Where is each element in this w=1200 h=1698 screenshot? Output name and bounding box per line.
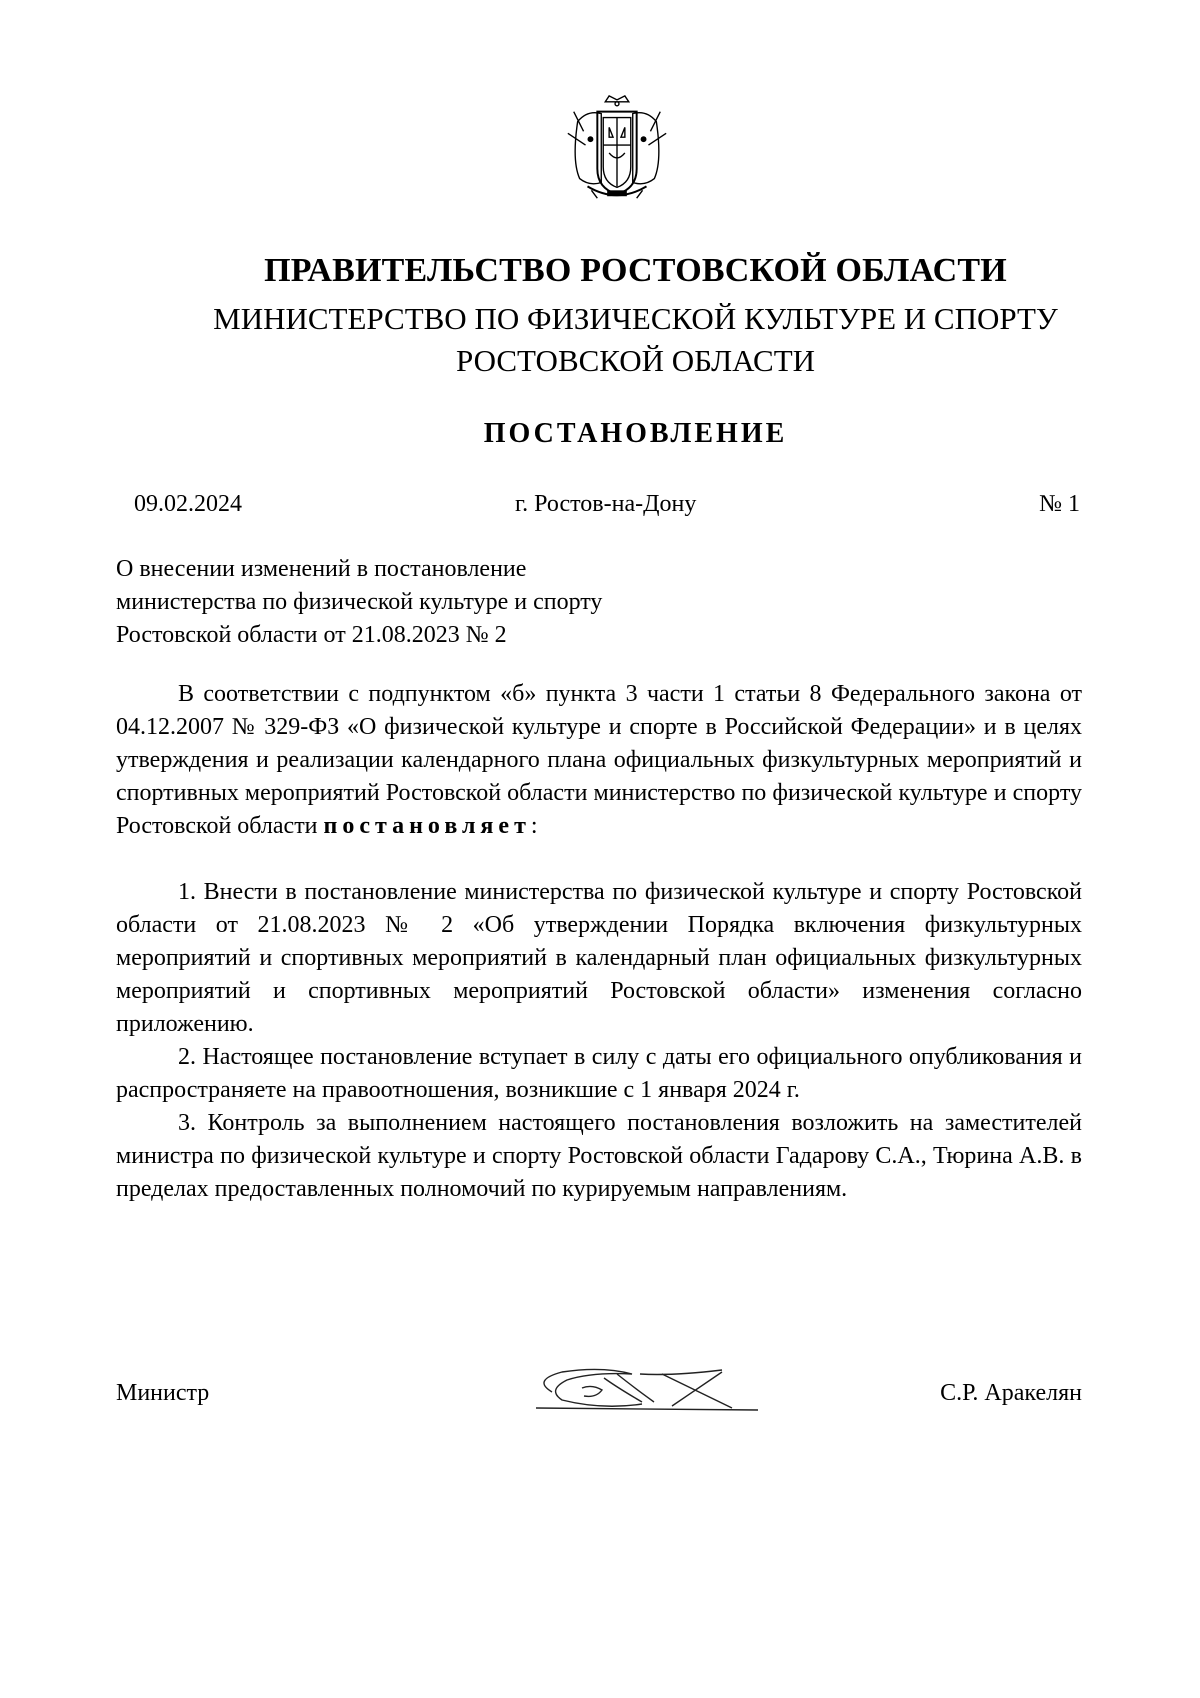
document-city: г. Ростов-на-Дону [515, 491, 697, 517]
subject-line: министерства по физической культуре и спорту [116, 589, 603, 615]
decree-item-1: 1. Внести в постановление министерства по физической культуре и спорту Ростовской области от 21.08.2023 № 2 «Об утверждении Порядка включения физкультурных мероприятий и спортивных мероприятий в календарный план официальных физкультурных мероприятий и спортивных мероприятий Ростовской области» изменения согласно приложению. [116, 879, 1082, 1037]
document-number: № 1 [1039, 491, 1080, 517]
document-date: 09.02.2024 [134, 491, 242, 517]
decree-item-3: 3. Контроль за выполнением настоящего постановления возложить на заместителей министра по физической культуре и спорту Ростовской области Гадарову С.А., Тюрина А.В. в пределах предоставленных полномочий по курируемым направлениям. [116, 1110, 1082, 1202]
handwritten-signature [522, 1358, 772, 1418]
preamble-text: В соответствии с подпунктом «б» пункта 3 части 1 статьи 8 Федерального закона от 04.12.2007 № 329-ФЗ «О физической культуре и спорте в Российской Федерации» и в целях утверждения и реализации календарного плана официальных физкультурных мероприятий и спортивных мероприятий Ростовской области министерство по физической культуре и спорту Ростовской области [116, 681, 1082, 839]
subject-line: О внесении изменений в постановление [116, 556, 527, 582]
signatory-position: Министр [116, 1380, 210, 1406]
government-title: ПРАВИТЕЛЬСТВО РОСТОВСКОЙ ОБЛАСТИ [264, 252, 1007, 289]
coat-of-arms-emblem [558, 92, 676, 210]
signature-block [116, 1370, 1082, 1420]
document-subject [116, 553, 816, 652]
signatory-name: С.Р. Аракелян [940, 1380, 1082, 1406]
ministry-name [0, 298, 1200, 382]
document-body [116, 678, 1082, 1206]
decree-item-2: 2. Настоящее постановление вступает в силу с даты его официального опубликования и распространяете на правоотношения, возникшие с 1 января 2024 г. [116, 1044, 1082, 1103]
preamble-paragraph [116, 678, 1082, 843]
decree-suffix: : [530, 813, 538, 839]
ministry-name-line-2: РОСТОВСКОЙ ОБЛАСТИ [455, 343, 816, 378]
document-type: ПОСТАНОВЛЕНИЕ [483, 418, 788, 449]
ministry-name-line-1: МИНИСТЕРСТВО ПО ФИЗИЧЕСКОЙ КУЛЬТУРЕ И СПОРТУ [213, 301, 1058, 336]
subject-line: Ростовской области от 21.08.2023 № 2 [116, 622, 507, 648]
decree-word: постановляет [323, 813, 531, 839]
